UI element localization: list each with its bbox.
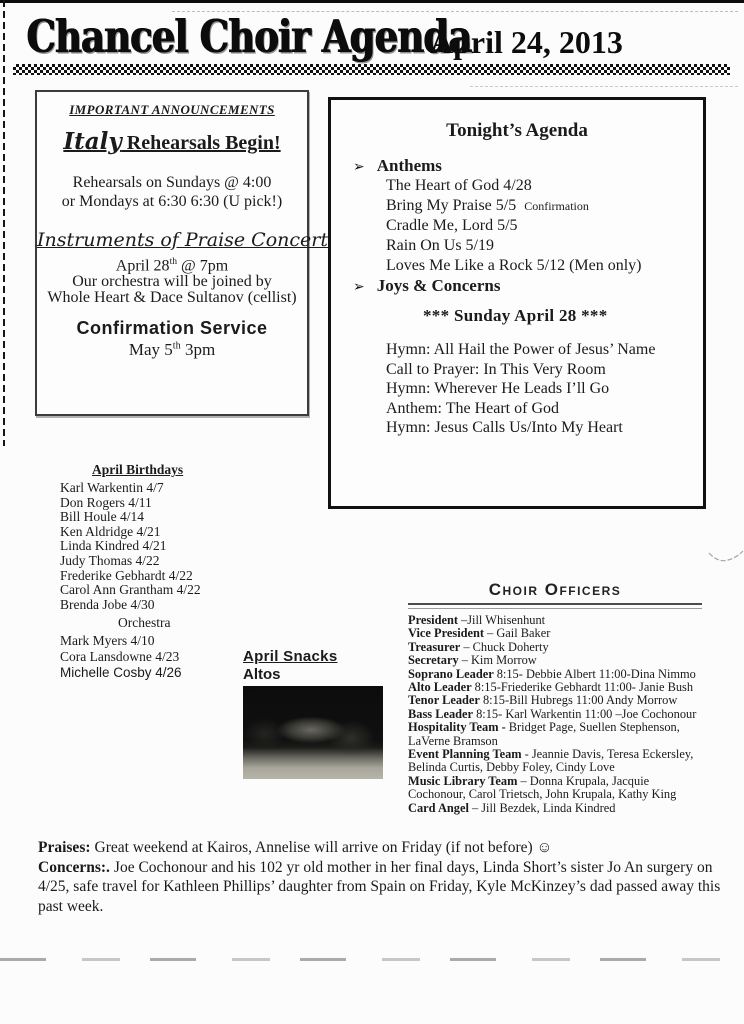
page-title: Chancel Choir Agenda — [26, 10, 471, 63]
italy-rest: Rehearsals Begin! — [121, 132, 281, 154]
praises-line: Praises: Great weekend at Kairos, Annelise will arrive on Friday (if not before) ☺ — [38, 839, 553, 856]
officer-row: Vice President – Gail Baker — [408, 626, 551, 641]
officer-row: President –Jill Whisenhunt — [408, 613, 546, 627]
scan-top-edge-line — [0, 0, 744, 3]
concert-line-2: Our orchestra will be joined by — [72, 273, 272, 290]
orchestra-list — [60, 633, 270, 680]
praises-concerns-section — [38, 838, 740, 916]
birthday-item: Carol Ann Grantham 4/22 — [60, 582, 201, 598]
birthday-item: Frederike Gebhardt 4/22 — [60, 567, 193, 583]
anthem-item: Cradle Me, Lord 5/5 — [386, 217, 518, 234]
checkered-divider — [13, 64, 730, 75]
italy-rehearsals-heading — [37, 128, 307, 155]
officers-list — [408, 614, 702, 815]
officer-row: Bass Leader 8:15- Karl Warkentin 11:00 –Joe Cochonour — [408, 706, 697, 721]
april-snacks-section — [243, 648, 385, 779]
service-item: Hymn: All Hail the Power of Jesus’ Name — [386, 341, 656, 358]
joys-concerns-heading: Joys & Concerns — [376, 276, 501, 295]
choir-officers-section — [408, 580, 702, 815]
officer-row: Alto Leader 8:15-Friederike Gebhardt 11:00- Janie Bush — [408, 680, 694, 695]
officer-row: Music Library Team – Donna Krupala, Jacquie Cochonour, Carol Trietsch, John Krupala, Kathy King — [408, 773, 677, 802]
tonights-agenda-box — [328, 97, 706, 509]
anthem-item: Rain On Us 5/19 — [386, 237, 494, 254]
joys-concerns-heading-row — [353, 276, 703, 296]
scan-left-edge-line — [3, 0, 5, 446]
april-snacks-photo — [243, 686, 383, 779]
officer-row: Treasurer – Chuck Doherty — [408, 639, 549, 654]
anthem-list — [386, 176, 703, 276]
birthday-item: Linda Kindred 4/21 — [60, 538, 167, 554]
sunday-service-list — [386, 340, 703, 438]
praises-label: Praises: — [38, 839, 91, 856]
scan-curl-artifact — [706, 546, 744, 566]
orchestra-item: Cora Lansdowne 4/23 — [60, 648, 180, 664]
concert-heading: Instruments of Praise Concert — [37, 229, 329, 251]
confirmation-date: May 5th 3pm — [128, 340, 216, 359]
officer-row: Soprano Leader 8:15- Debbie Albert 11:00-Dina Nimmo — [408, 666, 696, 681]
snacks-heading: April Snacks — [243, 648, 338, 665]
snacks-group: Altos — [243, 666, 281, 683]
anthem-item: Bring My Praise 5/5 Confirmation — [386, 197, 589, 214]
ordinal-suffix: th — [172, 340, 181, 352]
birthday-item: Ken Aldridge 4/21 — [60, 523, 161, 539]
service-item: Call to Prayer: In This Very Room — [386, 360, 606, 378]
anthem-item: Loves Me Like a Rock 5/12 (Men only) — [386, 257, 642, 274]
announcements-heading: IMPORTANT ANNOUNCEMENTS — [69, 102, 275, 117]
service-item: Hymn: Wherever He Leads I’ll Go — [386, 380, 610, 397]
confirmation-service-heading: Confirmation Service — [76, 318, 268, 338]
arrow-bullet-icon: ➢ — [353, 160, 365, 175]
service-item: Anthem: The Heart of God — [386, 399, 559, 417]
anthem-item: The Heart of God 4/28 — [386, 177, 532, 194]
important-announcements-box — [35, 90, 329, 416]
concerns-line: Concerns:. Joe Cochonour and his 102 yr old mother in her final days, Linda Short’s sister Jo An surgery on 4/25, safe travel for Kathleen Phillips’ daughter from Spain on Friday, Kyle McKinzey’s dad passed away this past week. — [38, 858, 721, 915]
agenda-title: Tonight’s Agenda — [446, 120, 588, 141]
officer-row: Card Angel – Jill Bezdek, Linda Kindred — [408, 800, 616, 815]
rehearsal-line-2: or Mondays at 6:30 6:30 (U pick!) — [61, 193, 283, 210]
concert-line-3: Whole Heart & Dace Sultanov (cellist) — [47, 289, 297, 306]
page-date: April 24, 2013 — [430, 24, 623, 60]
orchestra-section — [60, 615, 270, 680]
officer-row: Tenor Leader 8:15-Bill Hubregs 11:00 Andy Morrow — [408, 693, 678, 708]
arrow-bullet-icon: ➢ — [353, 280, 365, 295]
birthday-item: Don Rogers 4/11 — [60, 494, 152, 510]
anthems-heading: Anthems — [376, 156, 442, 175]
orchestra-item: Mark Myers 4/10 — [60, 633, 155, 648]
officers-heading: Choir Officers — [488, 580, 622, 599]
sunday-april-28-heading: *** Sunday April 28 *** — [423, 306, 608, 325]
birthdays-heading: April Birthdays — [92, 462, 184, 477]
ordinal-suffix: th — [169, 256, 178, 267]
birthday-item: Bill Houle 4/14 — [60, 509, 144, 525]
april-birthdays-section — [60, 462, 270, 612]
italy-word: Italy — [63, 128, 122, 155]
officers-divider — [408, 603, 702, 609]
birthday-item: Karl Warkentin 4/7 — [60, 480, 164, 495]
concerns-label: Concerns:. — [38, 858, 110, 876]
officer-row: Secretary – Kim Morrow — [408, 653, 537, 668]
concert-date: April 28th @ 7pm — [115, 256, 229, 275]
orchestra-heading: Orchestra — [118, 615, 171, 630]
birthday-item: Brenda Jobe 4/30 — [60, 596, 155, 612]
scan-artifact-line — [0, 958, 744, 961]
birthday-item: Judy Thomas 4/22 — [60, 552, 160, 568]
rehearsal-line-1: Rehearsals on Sundays @ 4:00 — [72, 174, 272, 191]
scan-artifact-line — [470, 86, 738, 87]
officer-row: Hospitality Team - Bridget Page, Suellen Stephenson, LaVerne Bramson — [408, 720, 680, 748]
anthems-heading-row — [353, 156, 703, 176]
birthdays-list — [60, 481, 270, 612]
officer-row: Event Planning Team - Jeannie Davis, Teresa Eckersley, Belinda Curtis, Debby Foley, Cindy Love — [408, 747, 694, 775]
orchestra-item: Michelle Cosby 4/26 — [60, 664, 182, 680]
service-item: Hymn: Jesus Calls Us/Into My Heart — [386, 419, 623, 436]
